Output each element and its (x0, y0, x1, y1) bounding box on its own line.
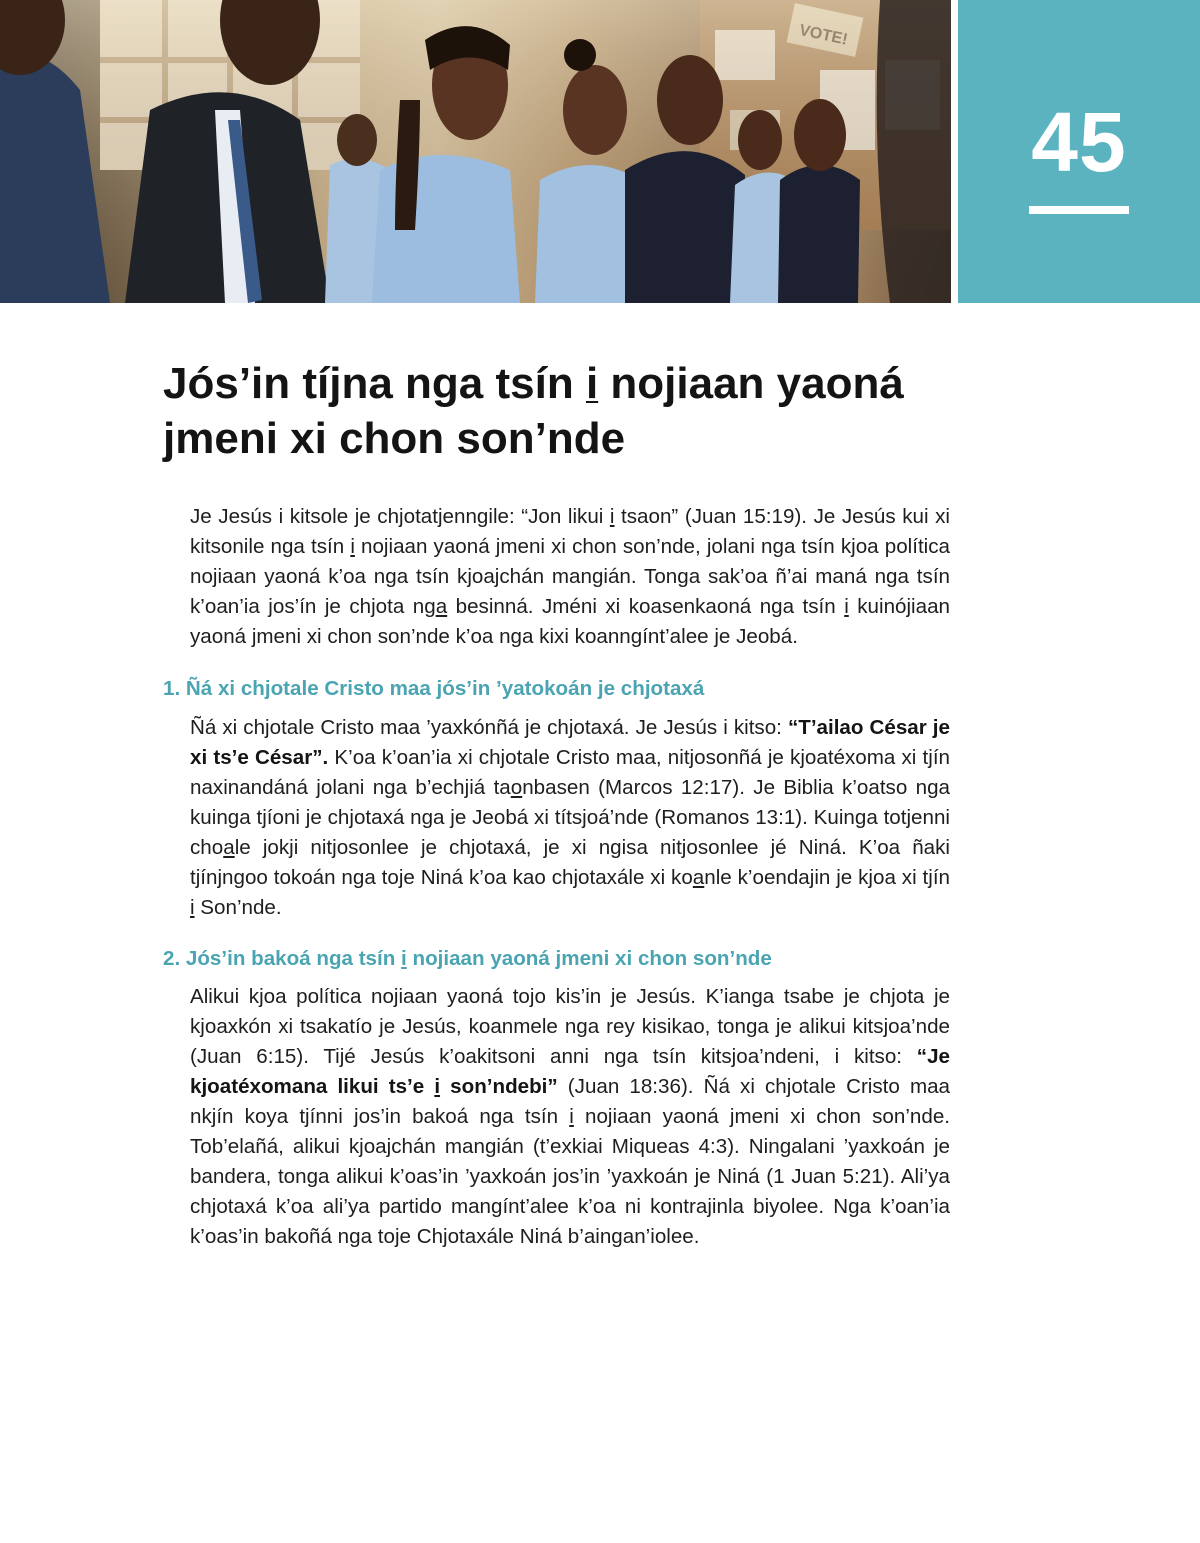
section-text: Alikui kjoa política nojiaan yaoná tojo kis’in je Jesús. K’ianga tsabe je chjota je kjoaxkón xi tsakatío je Jesús, koanmele nga rey kisikao, tonga je alikui kitsjoa’nde (Juan 6:15). Tijé Jesús k’oakitsoni anni nga tsín kitsjoa’ndeni, i kitso: (190, 985, 950, 1068)
bold-quote: “T’ailao César je xi ts’e César”. (190, 716, 950, 769)
section-text: nle k’oendajin je kjoa xi tjín (704, 866, 950, 889)
section-text: nojiaan yaoná jmeni xi chon son’nde. Tob’elañá, alikui kjoajchán mangián (t’exkiai Miqueas 4:3). Ningalani ’yaxkoán je bandera, tonga alikui k’oas’in ’yaxkoán jos’in ’yaxkoán je Niná (1 Juan 5:21). Ali’ya chjotaxá k’oa ali’ya partido mangínt’alee k’oa ni kontrajinla biyolee. Nga k’oan’ia k’oas’in bakoñá nga toje Chjotaxále Niná b’aingan’iolee. (190, 1105, 950, 1248)
lesson-number: 45 (1031, 95, 1127, 189)
title-part-2: nojiaan yaoná jmeni xi chon son’nde (163, 359, 904, 463)
intro-paragraph (190, 502, 950, 652)
section-text: Son’nde. (194, 896, 282, 919)
title-part-1: Jós’in tíjna nga tsín (163, 359, 586, 408)
intro-text: besinná. Jméni xi koasenkaoná nga tsín (447, 595, 845, 618)
section-1-heading: 1. Ñá xi chjotale Cristo maa jós’in ’yatokoán je chjotaxá (163, 677, 705, 700)
lesson-number-block (958, 0, 1200, 303)
lesson-content (163, 502, 951, 1252)
header-photo (0, 0, 951, 303)
section-text: Ñá xi chjotale Cristo maa ’yaxkónñá je chjotaxá. Je Jesús i kitso: (190, 716, 788, 739)
heading-text: nojiaan yaoná jmeni xi chon son’nde (406, 947, 772, 970)
intro-text: nojiaan yaoná jmeni xi chon son’nde, jolani nga tsín kjoa política nojiaan yaoná k’oa nga tsín kjoajchán mangián. Tonga sak’oa ñ’ai maná nga tsín k’oan’ia jos’ín je chjota ng (190, 535, 950, 618)
page-title (163, 356, 963, 466)
intro-underlined: i (609, 505, 615, 528)
section-1-paragraph (190, 713, 950, 923)
bold-quote-underlined: i (434, 1075, 441, 1098)
intro-underlined: i (350, 535, 355, 558)
lesson-number-rule (1029, 206, 1129, 214)
section-underlined: a (223, 836, 235, 859)
section-text: (Juan 18:36). Ñá xi chjotale Cristo maa nkjín koya tjínni jos’in bakoá nga tsín (190, 1075, 951, 1128)
intro-text: kuinójiaan yaoná jmeni xi chon son’nde k’oa nga kixi koanngínt’alee je Jeobá. (190, 595, 950, 648)
section-2-heading (163, 944, 953, 974)
heading-text: 2. Jós’in bakoá nga tsín (163, 947, 402, 970)
section-text: K’oa k’oan’ia xi chjotale Cristo maa, nitjosonñá je kjoatéxoma xi tjín naxinandáná jolani nga b’echjiá ta (190, 746, 951, 799)
heading-underlined: i (401, 947, 407, 970)
intro-underlined: a (435, 595, 448, 618)
title-underlined: i (585, 359, 599, 408)
classroom-students-illustration (0, 0, 951, 303)
section-text: nbasen (Marcos 12:17). Je Biblia k’oatso nga kuinga tjíoni je chjotaxá nga je Jeobá xi títsjoá’nde (Romanos 13:1). Kuinga totjenni cho (190, 776, 951, 859)
intro-text: Je Jesús i kitsole je chjotatjenngile: “Jon likui (190, 505, 610, 528)
section-underlined: o (510, 776, 523, 799)
bold-quote-part: son’ndebi” (440, 1075, 558, 1098)
section-2-paragraph (190, 982, 950, 1252)
section-underlined: i (190, 896, 195, 919)
section-text: le jokji nitjosonlee je chjotaxá, je xi ngisa nitjosonlee jé Niná. K’oa ñaki tjínjngoo tokoán nga toje Niná k’oa kao chjotaxále xi ko (190, 836, 950, 889)
section-underlined: a (692, 866, 705, 889)
intro-underlined: i (844, 595, 849, 618)
intro-text: tsaon” (Juan 15:19). Je Jesús kui xi kitsonile nga tsín (190, 505, 950, 558)
bold-quote-part: “Je kjoatéxomana likui ts’e (190, 1045, 950, 1098)
section-underlined: i (569, 1105, 574, 1128)
